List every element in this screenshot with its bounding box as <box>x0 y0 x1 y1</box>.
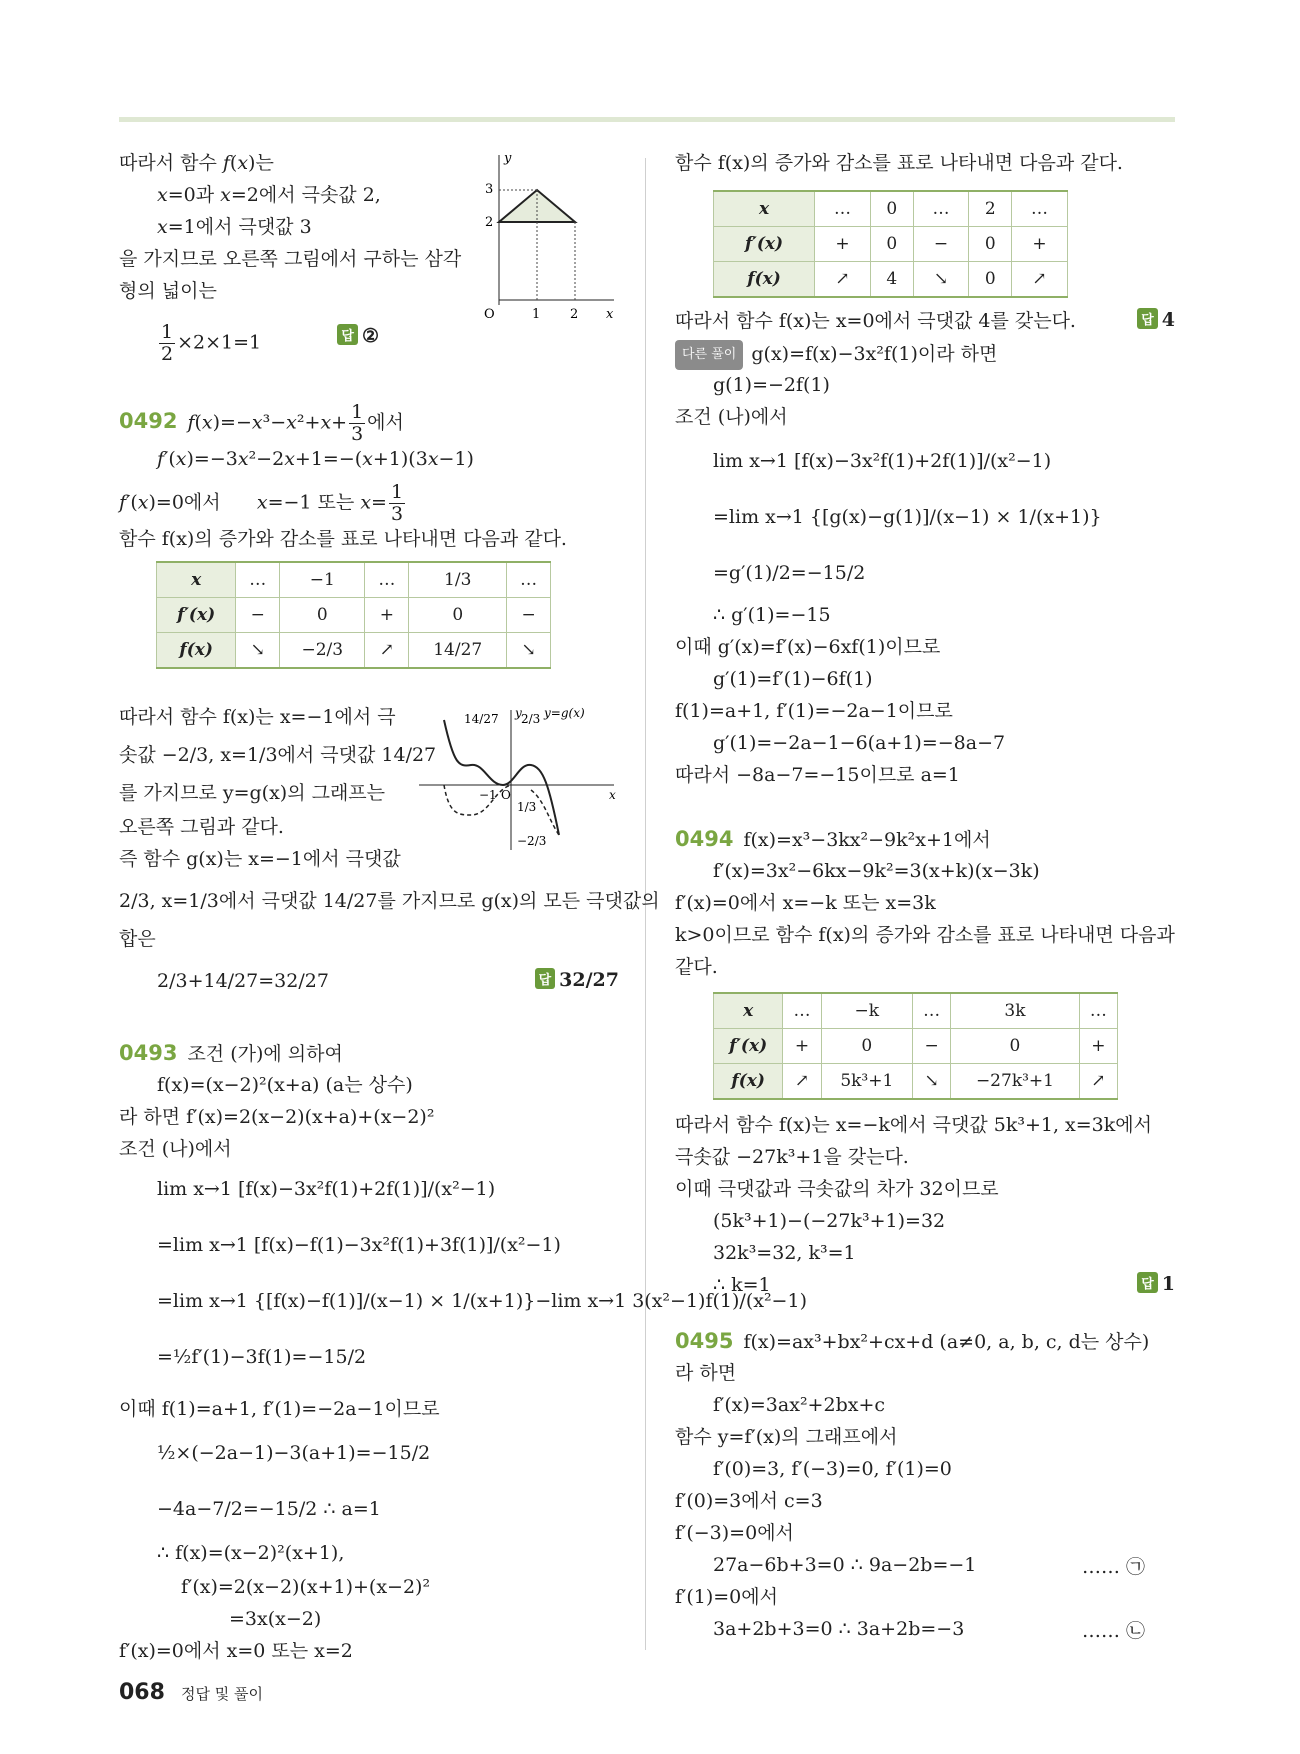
p495-line-2: 라 하면 <box>675 1362 737 1384</box>
p494-after-2: 극솟값 −27k³+1을 갖는다. <box>675 1146 909 1168</box>
p493-line-12: ∴ f(x)=(x−2)²(x+1), <box>157 1542 345 1564</box>
g-neg-one: −1 <box>479 788 497 802</box>
alt-line-12: 따라서 −8a−7=−15이므로 a=1 <box>675 764 960 786</box>
p492-after-4: 오른쪽 그림과 같다. <box>119 816 284 838</box>
y-axis-label: y <box>504 151 512 166</box>
p492-answer: 답 32/27 <box>535 968 619 991</box>
p492-line-3: f′(x)=0에서 x=−1 또는 x= $\frac{1}{3}$ <box>119 481 404 525</box>
marker-a: …… ㉠ <box>1081 1556 1145 1578</box>
p495-line-4: 함수 y=f′(x)의 그래프에서 <box>675 1426 898 1448</box>
p492-after-2: 솟값 −2/3, x=1/3에서 극댓값 14/27 <box>119 744 437 766</box>
ytick-2: 2 <box>485 215 494 230</box>
alt-line-3: 조건 (나)에서 <box>675 406 788 428</box>
g-origin: O <box>501 788 511 802</box>
p493-line-4: 조건 (나)에서 <box>119 1138 232 1160</box>
p493-line-11: −4a−7/2=−15/2 ∴ a=1 <box>157 1498 381 1520</box>
xtick-1: 1 <box>532 307 541 322</box>
g-y-label: y <box>515 706 522 720</box>
p492-line-4: 함수 f(x)의 증가와 감소를 표로 나타내면 다음과 같다. <box>119 528 567 550</box>
page-number: 068 <box>119 1680 165 1705</box>
top-rule <box>119 117 1175 122</box>
alt-line-6: =g′(1)/2=−15/2 <box>713 562 866 584</box>
intro-line-5: 형의 넓이는 <box>119 280 217 302</box>
p493-line-1: 0493 조건 (가)에 의하여 <box>119 1041 343 1065</box>
triangle-graph <box>469 150 619 322</box>
p493-line-13: f′(x)=2(x−2)(x+1)+(x−2)² <box>181 1576 431 1598</box>
p494-after-4: (5k³+1)−(−27k³+1)=32 <box>713 1210 946 1232</box>
x-axis-label: x <box>606 307 614 322</box>
p493-line-14: =3x(x−2) <box>229 1608 322 1630</box>
p492-after-7: 합은 <box>119 928 156 950</box>
ytick-3: 3 <box>485 182 494 197</box>
p493-table: x … 0 … 2 … f′(x) + 0 − 0 + f(x) ↗ 4 ↘ 0 ↗ <box>713 190 1068 298</box>
p494-after-3: 이때 극댓값과 극솟값의 차가 32이므로 <box>675 1178 999 1200</box>
g-frac-top: 14/27 <box>464 712 499 726</box>
p492-after-5: 즉 함수 g(x)는 x=−1에서 극댓값 <box>119 848 401 870</box>
p494-line-1: 0494 f(x)=x³−3kx²−9k²x+1에서 <box>675 827 991 851</box>
p494-after-6: ∴ k=1 <box>713 1274 771 1296</box>
p493c-line-2: 따라서 함수 f(x)는 x=0에서 극댓값 4를 갖는다. <box>675 310 1076 332</box>
g-label: y=g(x) <box>544 706 585 720</box>
p495-line-7: f′(−3)=0에서 <box>675 1522 794 1544</box>
origin-label: O <box>484 307 495 322</box>
p495-line-10: 3a+2b+3=0 ∴ 3a+2b=−3 <box>713 1618 965 1640</box>
alt-line-4: lim x→1 [f(x)−3x²f(1)+2f(1)]/(x²−1) <box>713 450 1052 472</box>
p495-line-5: f′(0)=3, f′(−3)=0, f′(1)=0 <box>713 1458 952 1480</box>
p494-answer: 답 1 <box>1137 1272 1175 1295</box>
p495-line-8: 27a−6b+3=0 ∴ 9a−2b=−1 <box>713 1554 977 1576</box>
footer-title: 정답 및 풀이 <box>180 1685 263 1703</box>
p493-line-7: =lim x→1 {[f(x)−f(1)]/(x−1) × 1/(x+1)}−lim x→1 3(x²−1)f(1)/(x²−1) <box>157 1290 807 1312</box>
p493-line-5: lim x→1 [f(x)−3x²f(1)+2f(1)]/(x²−1) <box>157 1178 496 1200</box>
intro-line-6: $\frac{1}{2}$ ×2×1=1 <box>161 321 262 365</box>
p493c-line-1: 함수 f(x)의 증가와 감소를 표로 나타내면 다음과 같다. <box>675 152 1123 174</box>
alt-line-1: 다른 풀이 g(x)=f(x)−3x²f(1)이라 하면 <box>675 340 997 370</box>
p495-line-9: f′(1)=0에서 <box>675 1586 778 1608</box>
p494-after-1: 따라서 함수 f(x)는 x=−k에서 극댓값 5k³+1, x=3k에서 <box>675 1114 1152 1136</box>
alt-solution-badge: 다른 풀이 <box>675 340 743 370</box>
p493-line-8: =½f′(1)−3f(1)=−15/2 <box>157 1346 367 1368</box>
p492-after-8: 2/3+14/27=32/27 <box>157 970 329 992</box>
p493-line-3: 라 하면 f′(x)=2(x−2)(x+a)+(x−2)² <box>119 1106 435 1128</box>
p494-after-5: 32k³=32, k³=1 <box>713 1242 856 1264</box>
p494-line-5: 같다. <box>675 956 718 978</box>
p495-line-3: f′(x)=3ax²+2bx+c <box>713 1394 886 1416</box>
intro-line-2: x=0과 x=2에서 극솟값 2, <box>157 184 381 206</box>
g-graph <box>419 705 624 855</box>
p493-line-6: =lim x→1 [f(x)−f(1)−3x²f(1)+3f(1)]/(x²−1) <box>157 1234 561 1256</box>
alt-line-2: g(1)=−2f(1) <box>713 374 830 396</box>
intro-line-3: x=1에서 극댓값 3 <box>157 216 312 238</box>
intro-line-4: 을 가지므로 오른쪽 그림에서 구하는 삼각 <box>119 248 462 270</box>
g-x-label: x <box>609 788 616 802</box>
p495-line-6: f′(0)=3에서 c=3 <box>675 1490 823 1512</box>
p494-line-4: k>0이므로 함수 f(x)의 증가와 감소를 표로 나타내면 다음과 <box>675 924 1175 946</box>
alt-line-9: g′(1)=f′(1)−6f(1) <box>713 668 873 690</box>
p492-after-1: 따라서 함수 f(x)는 x=−1에서 극 <box>119 706 396 728</box>
p493-line-9: 이때 f(1)=a+1, f′(1)=−2a−1이므로 <box>119 1398 440 1420</box>
alt-line-5: =lim x→1 {[g(x)−g(1)]/(x−1) × 1/(x+1)} <box>713 506 1102 528</box>
intro-answer: 답 ② <box>337 324 379 347</box>
p495-line-1: 0495 f(x)=ax³+bx²+cx+d (a≠0, a, b, c, d는 상수) <box>675 1329 1150 1353</box>
g-neg-frac: −2/3 <box>517 834 547 848</box>
p493-answer: 답 4 <box>1137 308 1175 331</box>
alt-line-8: 이때 g′(x)=f′(x)−6xf(1)이므로 <box>675 636 941 658</box>
p493-line-15: f′(x)=0에서 x=0 또는 x=2 <box>119 1640 353 1662</box>
p492-after-3: 를 가지므로 y=g(x)의 그래프는 <box>119 782 386 804</box>
p492-line-2: f′(x)=−3x²−2x+1=−(x+1)(3x−1) <box>157 448 474 470</box>
alt-line-11: g′(1)=−2a−1−6(a+1)=−8a−7 <box>713 732 1006 754</box>
p493-line-10: ½×(−2a−1)−3(a+1)=−15/2 <box>157 1442 431 1464</box>
alt-line-10: f(1)=a+1, f′(1)=−2a−1이므로 <box>675 700 953 722</box>
p492-after-6: 2/3, x=1/3에서 극댓값 14/27를 가지므로 g(x)의 모든 극댓값의 <box>119 890 660 912</box>
p494-table: x … −k … 3k … f′(x) + 0 − 0 + f(x) ↗ 5k³+1 ↘ −27k³+1 ↗ <box>713 992 1118 1100</box>
g-x-frac: 1/3 <box>517 800 537 814</box>
p494-line-3: f′(x)=0에서 x=−k 또는 x=3k <box>675 892 936 914</box>
alt-line-7: ∴ g′(1)=−15 <box>713 604 831 626</box>
marker-b: …… ㉡ <box>1081 1620 1145 1642</box>
p493-line-2: f(x)=(x−2)²(x+a) (a는 상수) <box>157 1074 413 1096</box>
p492-line-1: 0492 f(x)=−x³−x²+x+ $\frac{1}{3}$ 에서 <box>119 401 404 445</box>
xtick-2: 2 <box>570 307 579 322</box>
intro-line-1: 따라서 함수 f(x)는 <box>119 152 274 174</box>
g-frac-top2: 2/3 <box>521 712 541 726</box>
page-footer <box>119 1680 263 1705</box>
p494-line-2: f′(x)=3x²−6kx−9k²=3(x+k)(x−3k) <box>713 860 1040 882</box>
p492-table: x … −1 … 1/3 … f′(x) − 0 + 0 − f(x) ↘ −2/3 ↗ 14/27 ↘ <box>156 561 551 669</box>
